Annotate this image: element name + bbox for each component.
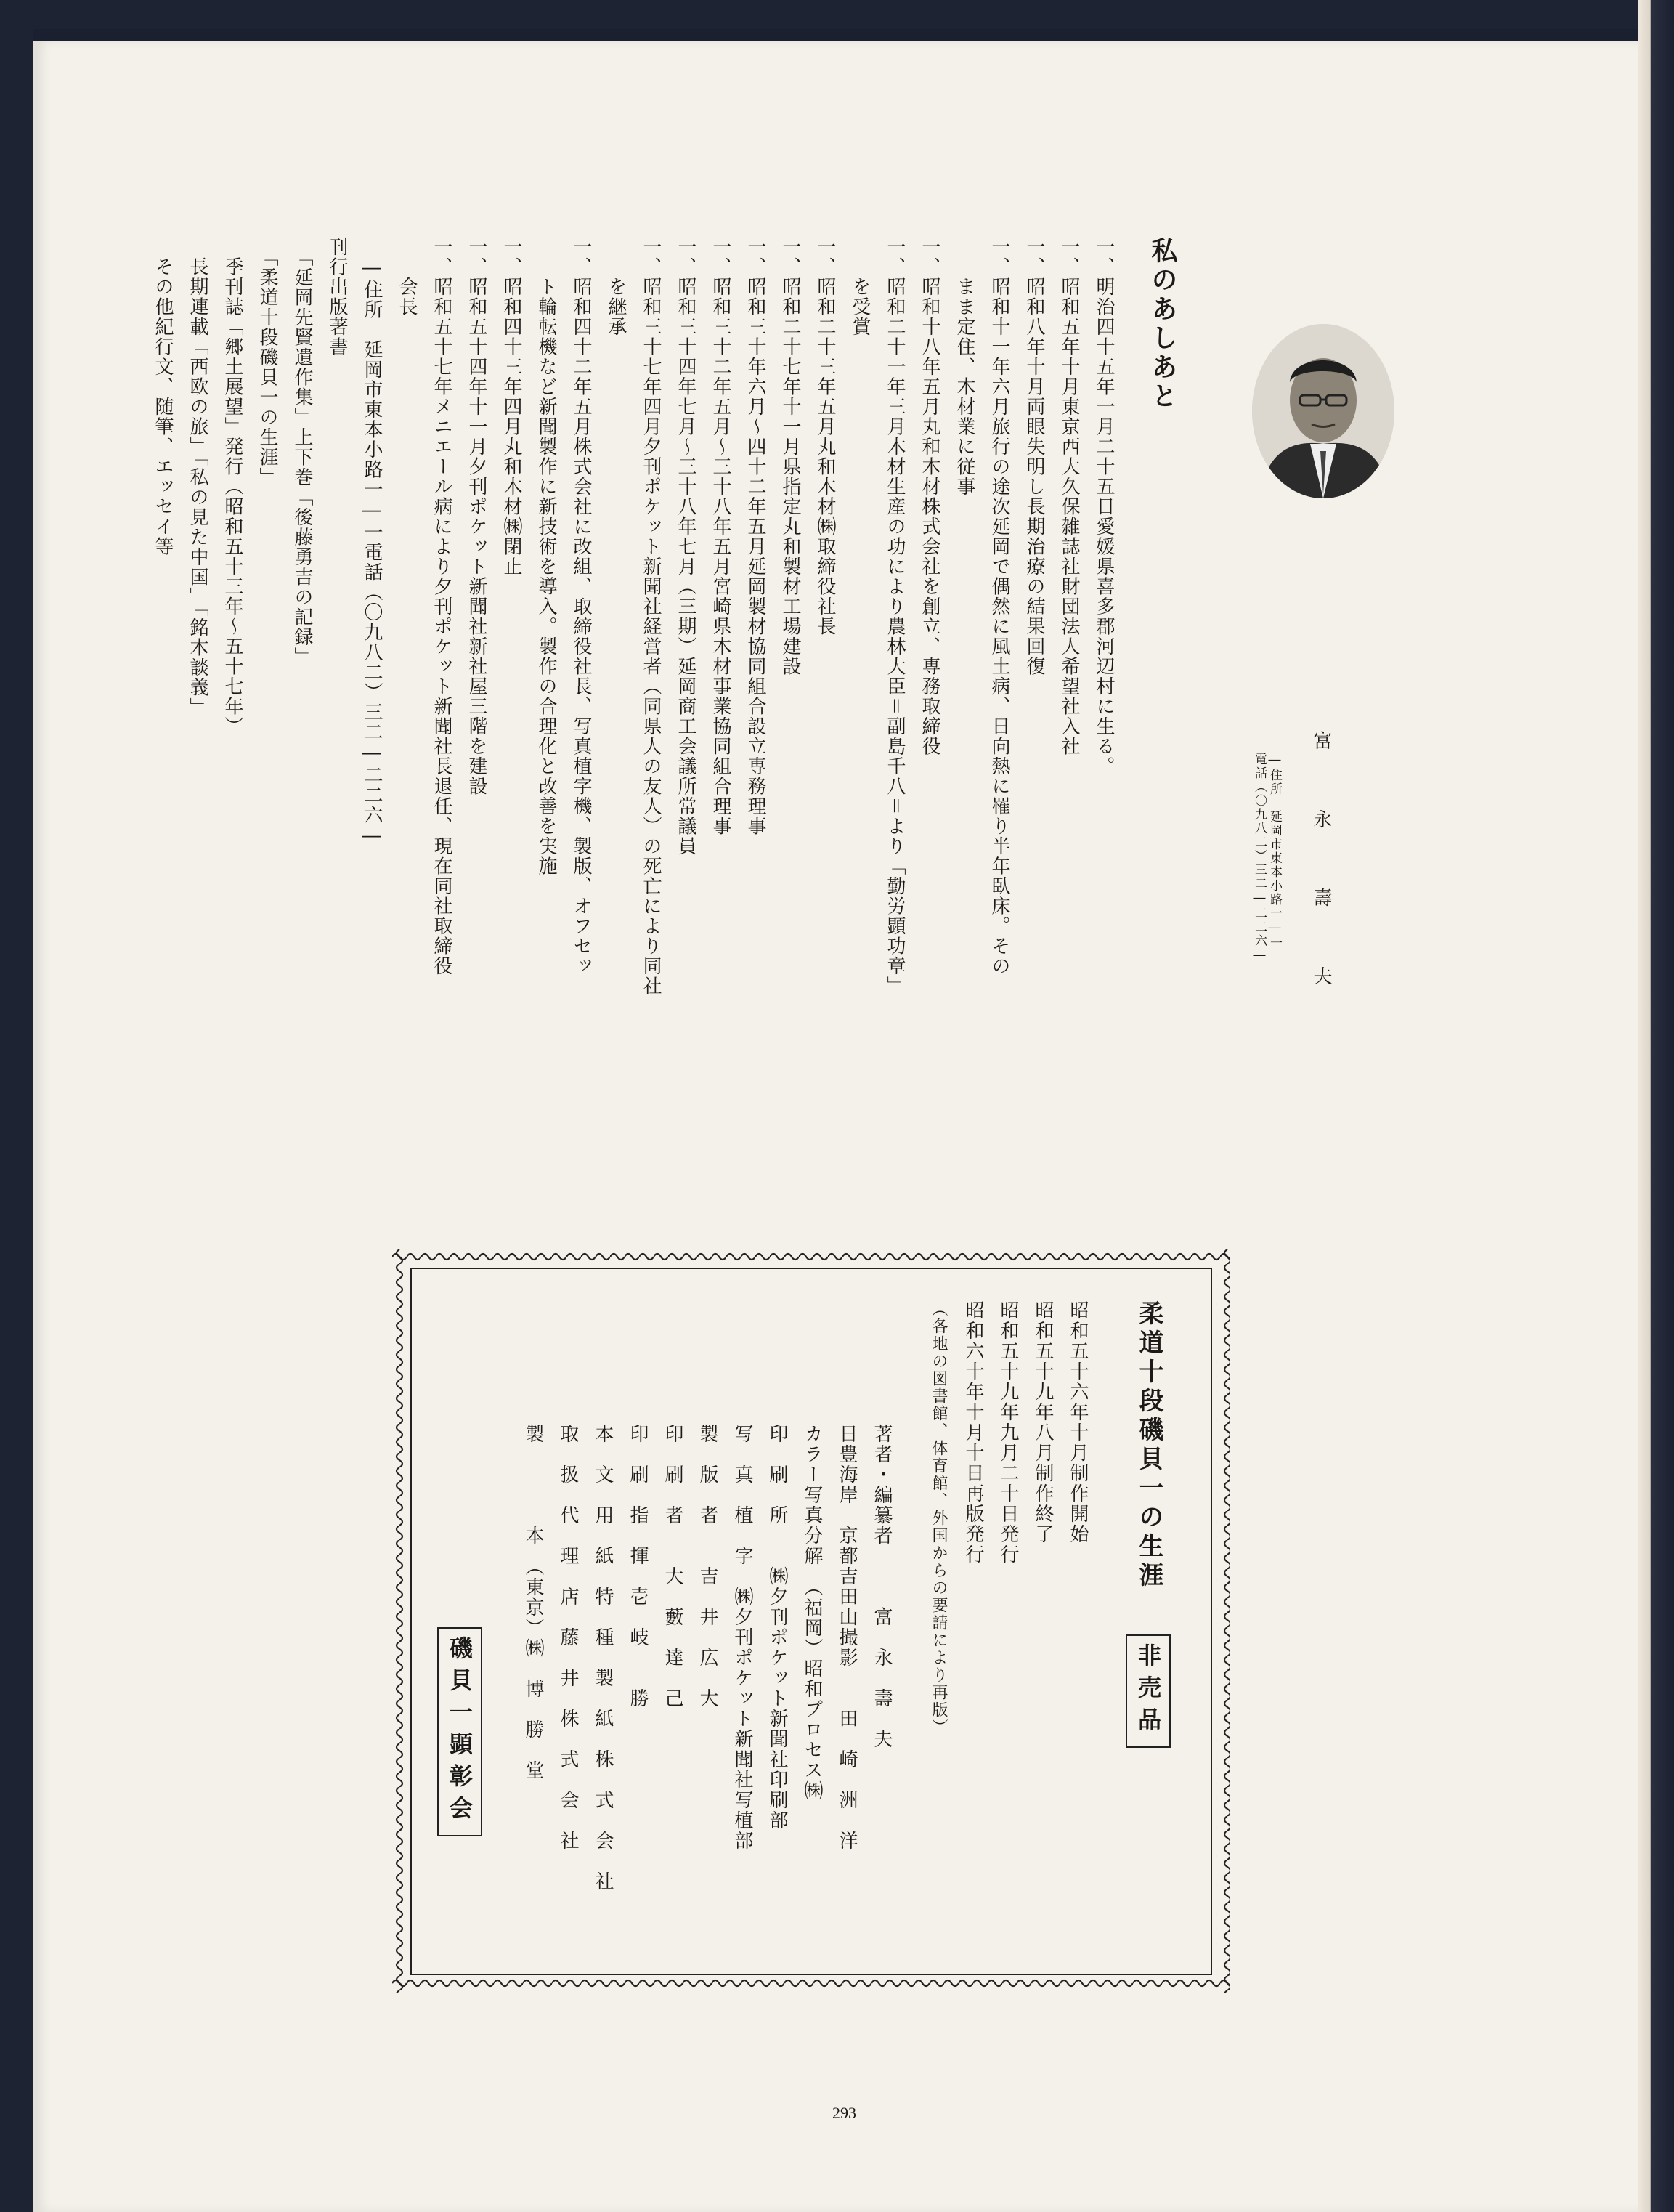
bio-entry: 一、昭和三十七年四月夕刊ポケット新聞社経営者（同県人の友人）の死亡により同社 — [640, 237, 662, 996]
portrait-image — [1252, 324, 1394, 498]
bio-list — [152, 237, 1121, 1145]
bio-entry: 一、昭和四十二年五月株式会社に改組、取締役社長、写真植字機、製版、オフセッ — [570, 237, 592, 976]
publisher-box: 磯貝一顕彰会 — [437, 1627, 482, 1836]
credit-line: 写 真 植 字 ㈱夕刊ポケット新聞社写植部 — [731, 1424, 753, 1851]
page-number: 293 — [832, 2104, 856, 2122]
bio-entry: 「延岡先賢遺作集」上下巻「後藤勇吉の記録」 — [291, 237, 313, 667]
bio-entry: 一、昭和三十四年七月～三十八年七月（三期）延岡商工会議所常議員 — [675, 237, 696, 856]
author-portrait — [1252, 324, 1394, 498]
bio-entry: 刊行出版著書 — [326, 237, 348, 357]
author-phone: 電話（〇九八二）三二―二二六― — [1252, 753, 1267, 964]
date-line: 昭和五十六年十月制作開始 — [1067, 1300, 1089, 1544]
colophon-frame — [392, 1249, 1230, 1993]
bio-entry: を継承 — [605, 237, 627, 337]
bio-entry: ト輪転機など新聞製作に新技術を導入。製作の合理化と改善を実施 — [535, 237, 557, 876]
bio-entry: を受賞 — [849, 237, 871, 337]
bio-entry: 一、昭和二十一年三月木材生産の功により農林大臣＝副島千八＝より「勤労顕功章」 — [884, 237, 906, 996]
bio-entry: 一、昭和十一年六月旅行の途次延岡で偶然に風土病、日向熱に罹り半年臥床。その — [988, 237, 1010, 976]
credit-line: カラー写真分解 （福岡）昭和プロセス㈱ — [801, 1424, 823, 1801]
bio-entry: 一、明治四十五年一月二十五日愛媛県喜多郡河辺村に生る。 — [1093, 237, 1115, 777]
credit-line: 著者・編纂者 富 永 壽 夫 — [871, 1424, 893, 1749]
bio-title: 私のあしあと — [1147, 237, 1178, 411]
bio-entry: 一、昭和三十二年五月～三十八年五月宮崎県木材事業協同組合理事 — [710, 237, 731, 836]
colophon-dates — [921, 1300, 1095, 1918]
author-name: 富 永 壽 夫 — [1310, 731, 1332, 1005]
credit-line: 印 刷 指 揮 壱 岐 勝 — [627, 1424, 649, 1709]
bio-entry: 長期連載「西欧の旅」「私の見た中国」「銘木談義」 — [187, 237, 208, 718]
book-cover-left — [0, 0, 33, 2212]
date-line: 昭和五十九年九月二十日発行 — [997, 1300, 1019, 1565]
bio-entry: 一、昭和二十三年五月丸和木材㈱取締役社長 — [814, 237, 836, 636]
credit-line: 印 刷 所 ㈱夕刊ポケット新聞社印刷部 — [766, 1424, 788, 1831]
book-page — [33, 41, 1640, 2212]
bio-entry: 一、昭和五十四年十一月夕刊ポケット新聞社新社屋三階を建設 — [466, 237, 487, 796]
bio-entry: 一、昭和五十七年メニエール病により夕刊ポケット新聞社長退任、現在同社取締役 — [431, 237, 452, 976]
bio-entry: 一、昭和十八年五月丸和木材株式会社を創立、専務取締役 — [919, 237, 940, 756]
book-cover-top — [0, 0, 1674, 29]
colophon-title: 柔道十段磯貝一の生涯 — [1134, 1300, 1163, 1591]
bio-entry: 一、昭和三十年六月～四十二年五月延岡製材協同組合設立専務理事 — [744, 237, 766, 836]
date-line: （各地の図書館、体育館、外国からの要請により再版） — [930, 1300, 948, 1736]
bio-entry: まま定住、木材業に従事 — [954, 237, 975, 497]
bio-entry: 「柔道十段磯貝一の生涯」 — [256, 237, 278, 487]
bio-entry: 一、昭和四十三年四月丸和木材㈱閉止 — [500, 237, 522, 577]
credit-line: 本 文 用 紙 特 種 製 紙 株 式 会 社 — [592, 1424, 614, 1892]
credit-line: 製 本 （東京）㈱ 博 勝 堂 — [522, 1424, 544, 1780]
bio-entry: 会長 — [396, 237, 418, 317]
not-for-sale-badge: 非売品 — [1126, 1634, 1171, 1748]
author-address: ―住所 延岡市東本小路一―一 — [1267, 753, 1282, 950]
credit-line: 取 扱 代 理 店 藤 井 株 式 会 社 — [557, 1424, 579, 1851]
page-edge — [1638, 0, 1674, 2212]
credit-line: 印 刷 者 大 藪 達 己 — [662, 1424, 683, 1709]
bio-entry: 一、昭和二十七年十一月県指定丸和製材工場建設 — [779, 237, 801, 676]
bio-entry: ―住所 延岡市東本小路一―一電話（〇九八二）三二―二二六― — [361, 237, 383, 848]
bio-entry: その他紀行文、随筆、エッセイ等 — [152, 237, 174, 556]
date-line: 昭和六十年十月十日再版発行 — [962, 1300, 984, 1565]
date-line: 昭和五十九年八月制作終了 — [1032, 1300, 1054, 1544]
bio-entry: 季刊誌「郷土展望」発行（昭和五十三年～五十七年） — [222, 237, 243, 737]
bio-entry: 一、昭和八年十月両眼失明し長期治療の結果回復 — [1023, 237, 1045, 676]
bio-entry: 一、昭和五年十月東京西大久保雑誌社財団法人希望社入社 — [1058, 237, 1080, 756]
credit-line: 日豊海岸 京都吉田山撮影 田 崎 洲 洋 — [836, 1424, 858, 1851]
colophon-credits — [516, 1424, 899, 1932]
credit-line: 製 版 者 吉 井 広 大 — [696, 1424, 718, 1709]
